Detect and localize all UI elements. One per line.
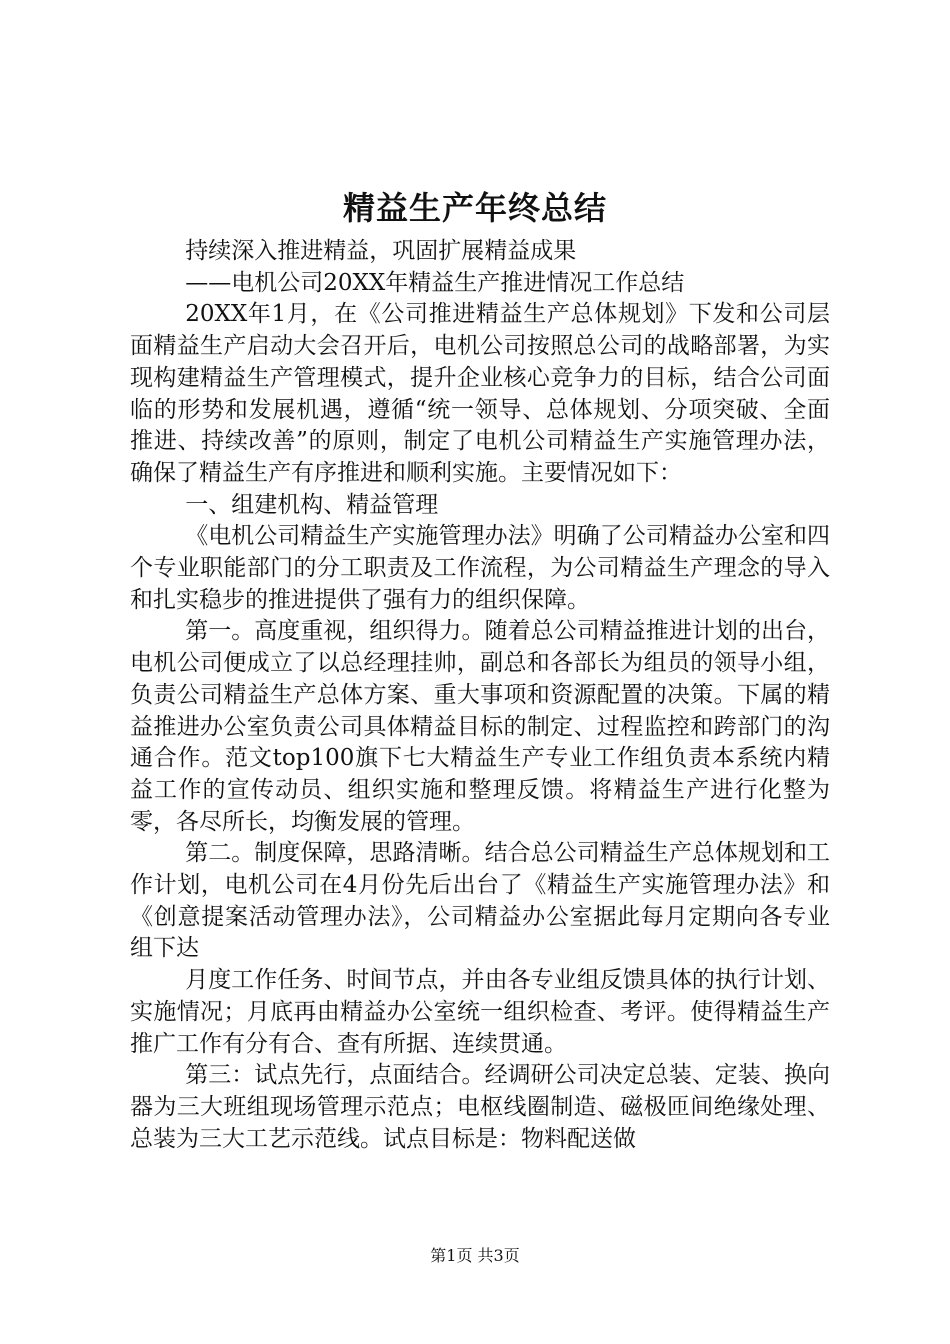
paragraph: 第三：试点先行，点面结合。经调研公司决定总装、定装、换向器为三大班组现场管理示范点；电枢线圈制造、磁极匝间绝缘处理、总装为三大工艺示范线。试点目标是：物料配送做 (130, 1062, 830, 1152)
paragraph: 月度工作任务、时间节点，并由各专业组反馈具体的执行计划、实施情况；月底再由精益办公室统一组织检查、考评。使得精益生产推广工作有分有合、查有所据、连续贯通。 (130, 967, 830, 1057)
paragraph: 《电机公司精益生产实施管理办法》明确了公司精益办公室和四个专业职能部门的分工职责及工作流程，为公司精益生产理念的导入和扎实稳步的推进提供了强有力的组织保障。 (130, 523, 830, 613)
subtitle-line: 持续深入推进精益，巩固扩展精益成果 (185, 238, 577, 264)
paragraph: 第一。高度重视，组织得力。随着总公司精益推进计划的出台，电机公司便成立了以总经理挂帅，副总和各部长为组员的领导小组，负责公司精益生产总体方案、重大事项和资源配置的决策。下属的精益推进办公室负责公司具体精益目标的制定、过程监控和跨部门的沟通合作。范文top100旗下七大精益生产专业工作组负责本系统内精益工作的宣传动员、组织实施和整理反馈。将精益生产进行化整为零，各尽所长，均衡发展的管理。 (130, 618, 830, 835)
document-body (130, 236, 830, 1155)
paragraph: 第二。制度保障，思路清晰。结合总公司精益生产总体规划和工作计划，电机公司在4月份先后出台了《精益生产实施管理办法》和《创意提案活动管理办法》，公司精益办公室据此每月定期向各专业组下达 (130, 840, 830, 962)
document-title: 精益生产年终总结 (342, 189, 607, 227)
paragraph: 20XX年1月，在《公司推进精益生产总体规划》下发和公司层面精益生产启动大会召开后，电机公司按照总公司的战略部署，为实现构建精益生产管理模式，提升企业核心竞争力的目标，结合公司面临的形势和发展机遇，遵循“统一领导、总体规划、分项突破、全面推进、持续改善”的原则，制定了电机公司精益生产实施管理办法，确保了精益生产有序推进和顺利实施。主要情况如下： (130, 301, 830, 486)
page-number-footer: 第1页 共3页 (430, 1246, 520, 1265)
subtitle-source-line: ——电机公司20XX年精益生产推进情况工作总结 (185, 269, 685, 296)
section-heading: 一、组建机构、精益管理 (185, 491, 439, 518)
